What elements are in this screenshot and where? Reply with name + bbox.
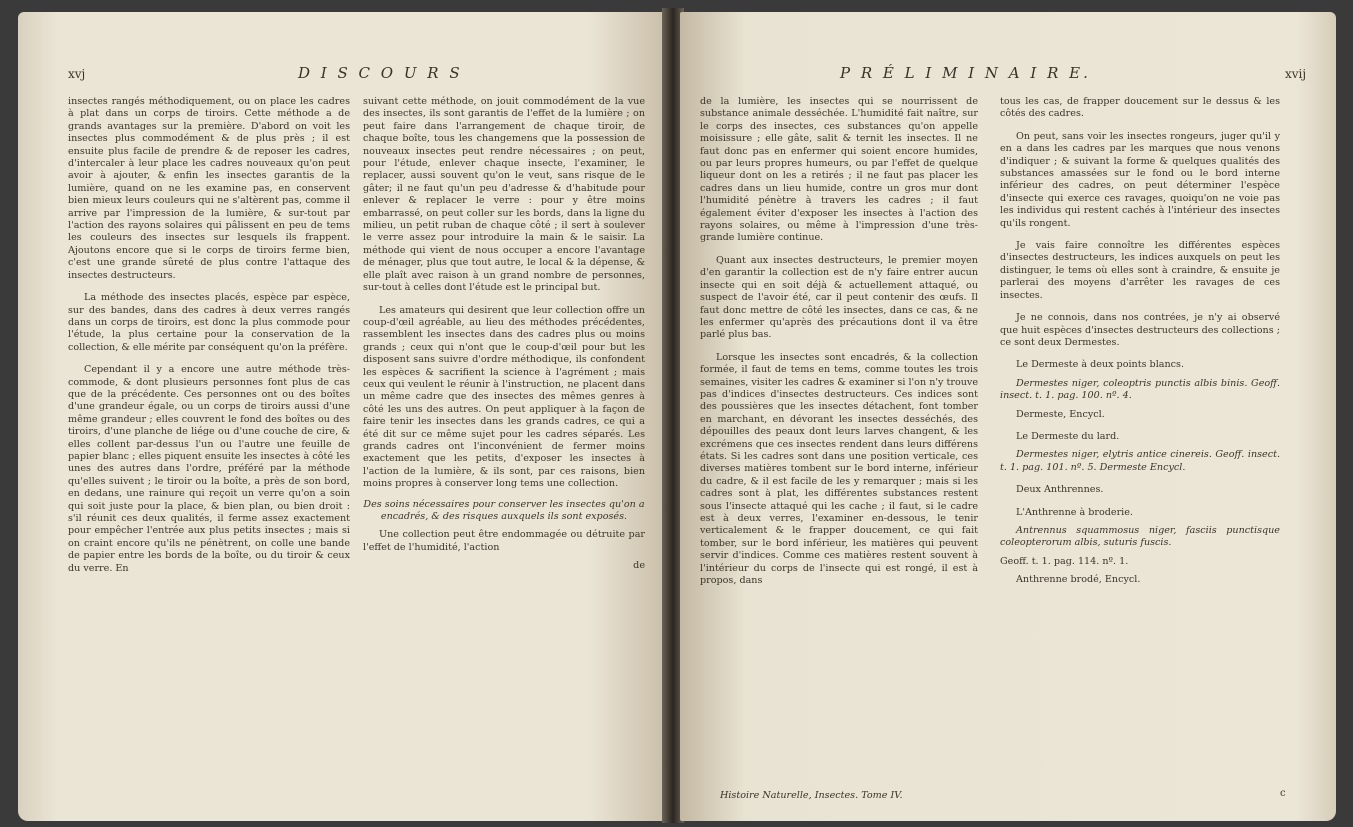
left-column-1 [68, 96, 350, 581]
paragraph: Les amateurs qui desirent que leur collection offre un coup-d'œil agréable, au lieu des méthodes précédentes, rassemblent les insectes dans des cadres plus ou moins grands ; ceux qui n'ont que le coup-d'œil pour but les disposent sans suivre d'ordre méthodique, ils confondent les espèces & sacrifient la science à l'agrément ; mais ceux qui veulent le réunir à l'instruction, ne placent dans un même cadre que des insectes des mêmes genres à côté les uns des autres. On peut appliquer à la façon de faire tenir les insectes dans les grands cadres, ce qui a été dit sur ce même sujet pour les cadres séparés. Les grands cadres ont l'inconvénient de fermer moins exactement que les petits, d'exposer les insectes à l'action de la lumière, & ils sont, par ces raisons, bien moins propres à conserver long tems une collection. [363, 304, 645, 490]
right-page [680, 12, 1336, 821]
species-name: Deux Anthrennes. [1016, 484, 1104, 496]
left-running-head: D I S C O U R S [298, 64, 463, 82]
paragraph: Lorsque les insectes sont encadrés, & la collection formée, il faut de tems en tems, comme toutes les trois semaines, visiter les cadres & examiner si l'on n'y trouve pas d'indices d'insectes destructeurs. Ces indices sont des poussières que les insectes détachent, font tomber en marchant, en dévorant les insectes desséchés, des dépouilles des peaux dont leurs larves changent, & les excrémens que ces insectes rendent dans leurs différens états. Si les cadres sont dans une position verticale, ces diverses matières tombent sur le bord interne, inférieur du cadre, & il est facile de les y remarquer ; mais si les cadres sont à plat, les différentes substances restent sous l'insecte attaqué qui les cache ; il faut, si le cadre est à deux verres, l'examiner en-dessous, le tenir verticalement & le frapper doucement, ce qui fait tomber, sur le bord inférieur, les matières qui peuvent servir d'indices. Comme ces matières restent souvent à l'intérieur du corps de l'insecte qui est rongé, il est à propos, dans [700, 351, 978, 587]
paragraph: suivant cette méthode, on jouit commodément de la vue des insectes, ils sont garantis de l'effet de la lumière ; on peut faire dans l'arrangement de chaque tiroir, de chaque boîte, tous les changemens que la possession de nouveaux insectes peut rendre nécessaires ; on peut, pour l'étude, enlever chaque insecte, l'examiner, le replacer, aussi souvent qu'on le veut, sans risque de le gâter; il ne faut qu'un peu d'adresse & d'habitude pour enlever & replacer le verre : pour y être moins embarrassé, on peut coller sur les bords, dans la ligne du milieu, un petit ruban de chaque côté ; il sert à soulever le verre assez pour introduire la main & le saisir. La méthode qui vient de nous occuper a encore l'avantage de ménager, plus que tout autre, le local & la dépense, & elle plaît avec raison à un grand nombre de personnes, sur-tout à celles dont l'étude est le principal but. [363, 96, 645, 294]
left-page-number: xvj [68, 67, 86, 81]
paragraph: Je ne connois, dans nos contrées, je n'y ai observé que huit espèces d'insectes destructeurs des collections ; ce sont deux Dermestes. [1000, 312, 1280, 348]
section-heading: Des soins nécessaires pour conserver les insectes qu'on a encadrés, & des risques auxquels ils sont exposés. [363, 498, 645, 522]
species-name: Le Dermeste du lard. [1016, 430, 1120, 442]
species-reference: Geoff. t. 1. pag. 114. nº. 1. [1000, 555, 1129, 567]
paragraph: de la lumière, les insectes qui se nourrissent de substance animale desséchée. L'humidité fait naître, sur le corps des insectes, ces substances qu'on appelle moisissure ; elle gâte, salit & ternit les insectes. Il ne faut donc pas en enfermer qui soient encore humides, ou par leurs propres humeurs, ou par l'effet de quelque liqueur dont on les a retirés ; il ne faut pas placer les cadres dans un lieu humide, contre un gros mur dont l'humidité pénètre à travers les cadres ; il faut également éviter d'exposer les insectes à l'action des rayons solaires, ou même à l'impression d'une très-grande lumière continue. [700, 96, 978, 244]
right-column-1 [700, 96, 978, 593]
species-description: Antrennus squammosus niger, fasciis punctisque coleopterorum albis, suturis fuscis. [1000, 524, 1280, 549]
species-name: Le Dermeste à deux points blancs. [1016, 359, 1185, 371]
paragraph: Cependant il y a encore une autre méthode très-commode, & dont plusieurs personnes font plus de cas que de la précédente. Ces personnes ont ou des boîtes d'une grandeur égale, ou un corps de tiroirs aussi d'une même grandeur ; elles couvrent le fond des boîtes ou des tiroirs, d'une planche de liége ou d'une couche de cire, & elles collent par-dessus l'un ou l'autre une feuille de papier blanc ; elles piquent ensuite les insectes à côté les unes des autres dans l'ordre, préféré par la méthode qu'elles suivent ; le tiroir ou la boîte, a près de son bord, en dedans, une rainure qui reçoit un verre qu'on a soin qui soit juste pour la place, & bien plan, ou bien droit : s'il réunit ces deux qualités, il ferme assez exactement pour empêcher l'entrée aux plus petits insectes ; mais si on craint encore qu'ils ne pénètrent, on colle une bande de papier entre les bords de la boîte, ou du tiroir & ceux du verre. En [68, 364, 350, 574]
paragraph: La méthode des insectes placés, espèce par espèce, sur des bandes, dans des cadres à deux verres rangés dans un corps de tiroirs, est donc la plus commode pour l'étude, la plus certaine pour la conservation de la collection, & elle mérite par conséquent qu'on la préfère. [68, 292, 350, 353]
paragraph: On peut, sans voir les insectes rongeurs, juger qu'il y en a dans les cadres par les marques que nous venons d'indiquer ; & suivant la forme & quelques qualités des substances amassées sur le fond ou le bord interne inférieur des cadres, on peut déterminer l'espèce d'insecte qui exerce ces ravages, quoiqu'on ne voie pas les individus qui restent cachés à l'intérieur des insectes qu'ils rongent. [1000, 130, 1280, 229]
right-page-number: xvij [1285, 67, 1307, 81]
species-name: Dermeste, Encycl. [1016, 408, 1105, 420]
paragraph: Une collection peut être endommagée ou détruite par l'effet de l'humidité, l'action [363, 529, 645, 553]
paragraph: insectes rangés méthodiquement, ou on place les cadres à plat dans un corps de tiroirs. Cette méthode a de grands avantages sur la première. D'abord on voit les insectes plus commodément & de plus près ; il est ensuite plus facile de prendre & de reposer les cadres, d'intercaler à leur place les cadres nouveaux qu'on peut avoir à ajouter, & enfin les insectes garantis de la lumière, quand on ne les examine pas, en conservent bien mieux leurs couleurs qui ne s'altèrent pas, comme il arrive par l'impression de la lumière, & sur-tout par l'action des rayons solaires qui pâlissent en peu de tems les couleurs des insectes sur lesquels ils frappent. Ajoutons encore que si le corps de tiroirs ferme bien, c'est une grande sûreté de plus contre l'attaque des insectes destructeurs. [68, 96, 350, 281]
species-name: Anthrenne brodé, Encycl. [1016, 574, 1141, 586]
paragraph: tous les cas, de frapper doucement sur le dessus & les côtés des cadres. [1000, 96, 1280, 120]
right-running-head: P R É L I M I N A I R E. [840, 64, 1091, 82]
left-page [18, 12, 666, 821]
signature-mark: c [1280, 788, 1286, 799]
species-description: Dermestes niger, coleoptris punctis albis binis. Geoff. insect. t. 1. pag. 100. nº. 4. [1000, 377, 1280, 402]
paragraph: Quant aux insectes destructeurs, le premier moyen d'en garantir la collection est de n'y faire entrer aucun insecte qui en soit déjà & actuellement attaqué, ou suspect de l'avoir été, car il peut contenir des œufs. Il faut donc mettre de côté les insectes, dans ce cas, & ne les enfermer qu'après des précautions dont il va être parlé plus bas. [700, 254, 978, 341]
paragraph: Je vais faire connoître les différentes espèces d'insectes destructeurs, les indices auxquels on peut les distinguer, le tems où elles sont à craindre, & ensuite je parlerai des moyens d'arrêter les ravages de ces insectes. [1000, 240, 1280, 301]
catchword: de [633, 560, 645, 572]
species-name: L'Anthrenne à broderie. [1016, 506, 1133, 518]
page-footer: Histoire Naturelle, Insectes. Tome IV. [720, 790, 903, 801]
left-column-2 [363, 96, 645, 579]
right-column-2 [1000, 96, 1280, 593]
species-description: Dermestes niger, elytris antice cinereis. Geoff. insect. t. 1. pag. 101. nº. 5. Dermeste Encycl. [1000, 449, 1280, 473]
